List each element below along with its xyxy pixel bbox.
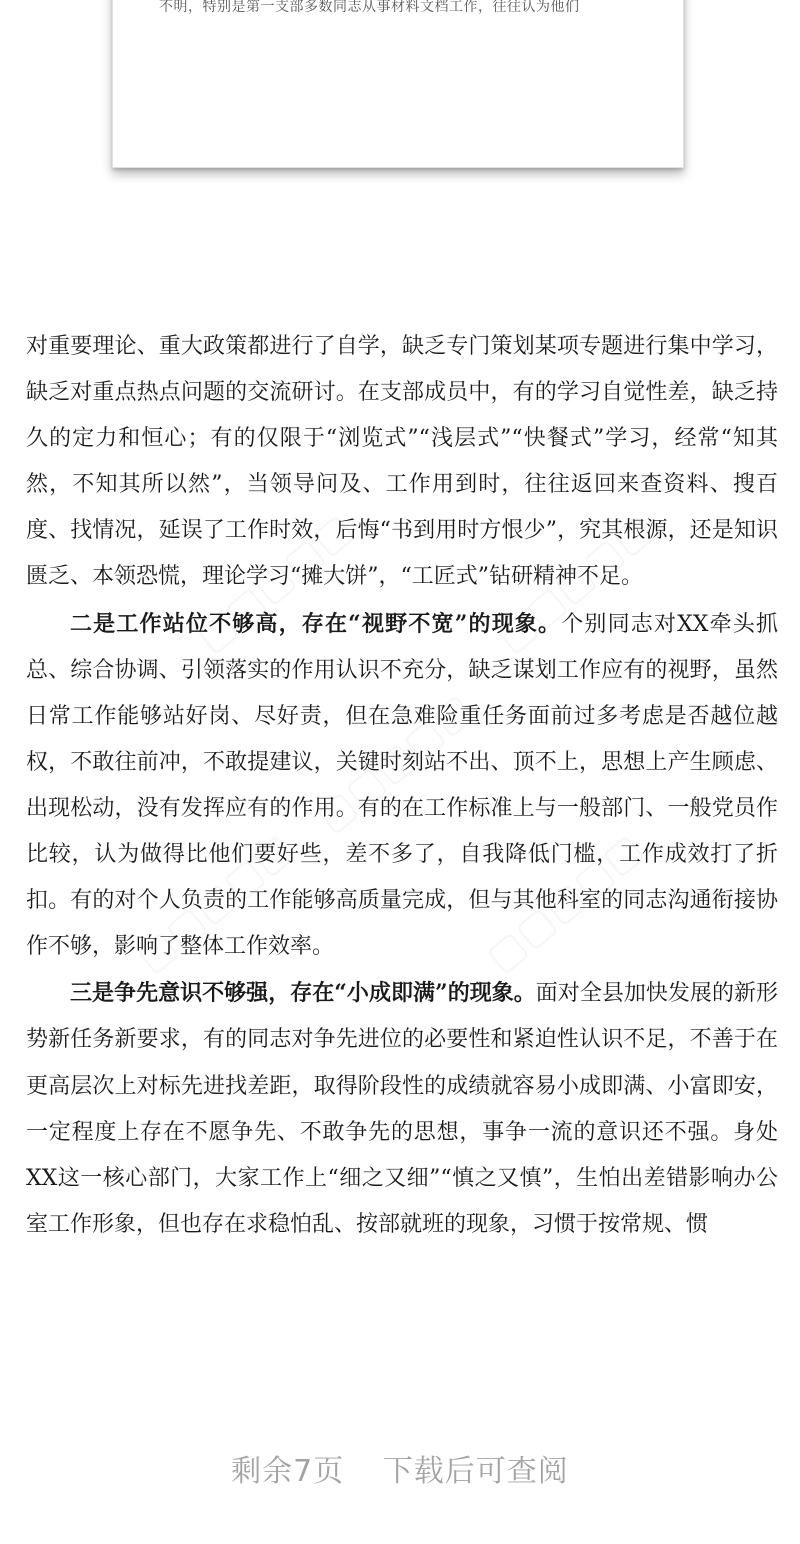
remaining-pages-label[interactable]: 剩余7页 — [231, 1454, 345, 1489]
preview-card — [112, 0, 684, 168]
paragraph-body: 个别同志对XX牵头抓总、综合协调、引领落实的作用认识不充分，缺乏谋划工作应有的视野，虽然日常工作能够站好岗、尽好责，但在急难险重任务面前过多考虑是否越位越权，不敢往前冲，不敢提建议，关键时刻站不出、顶不上，思想上产生顾虑、出现松动，没有发挥应有的作用。有的在工作标准上与一般部门、一般党员作比较，认为做得比他们要好些，差不多了，自我降低门槛，工作成效打了折扣。有的对个人负责的工作能够高质量完成，但与其他科室的同志沟通衔接协作不够，影响了整体工作效率。 — [26, 611, 779, 960]
paragraph — [26, 601, 778, 971]
paragraph-body: 面对全县加快发展的新形势新任务新要求，有的同志对争先进位的必要性和紧迫性认识不足，不善于在更高层次上对标先进找差距，取得阶段性的成绩就容易小成即满、小富即安，一定程度上存在不愿争先、不敢争先的思想，事争一流的意识还不强。身处XX这一核心部门，大家工作上“细之又细”“慎之又慎”，生怕出差错影响办公室工作形象，但也存在求稳怕乱、按部就班的现象，习惯于按常规、惯 — [26, 981, 778, 1237]
download-to-view-label[interactable]: 下载后可查阅 — [382, 1454, 569, 1489]
paragraph-heading: 二是工作站位不够高，存在“视野不宽”的现象。 — [70, 610, 562, 637]
preview-text — [159, 0, 653, 19]
download-prompt[interactable] — [0, 1446, 800, 1490]
preview-line: 不明，特别是第一支部多数同志从事材料文档工作，往往认为他们 — [159, 0, 580, 15]
paragraph: 对重要理论、重大政策都进行了自学，缺乏专门策划某项专题进行集中学习，缺乏对重点热点问题的交流研讨。在支部成员中，有的学习自觉性差，缺乏持久的定力和恒心；有的仅限于“浏览式”“浅层式”“快餐式”学习，经常“知其然，不知其所以然”，当领导问及、工作用到时，往往返回来查资料、搜百度、找情况，延误了工作时效，后悔“书到用时方恨少”，究其根源，还是知识匮乏、本领恐慌，理论学习“摊大饼”，“工匠式”钻研精神不足。 — [26, 334, 778, 590]
document-body — [26, 324, 778, 1248]
paragraph-heading: 三是争先意识不够强，存在“小成即满”的现象。 — [70, 980, 536, 1007]
paragraph — [26, 970, 778, 1248]
